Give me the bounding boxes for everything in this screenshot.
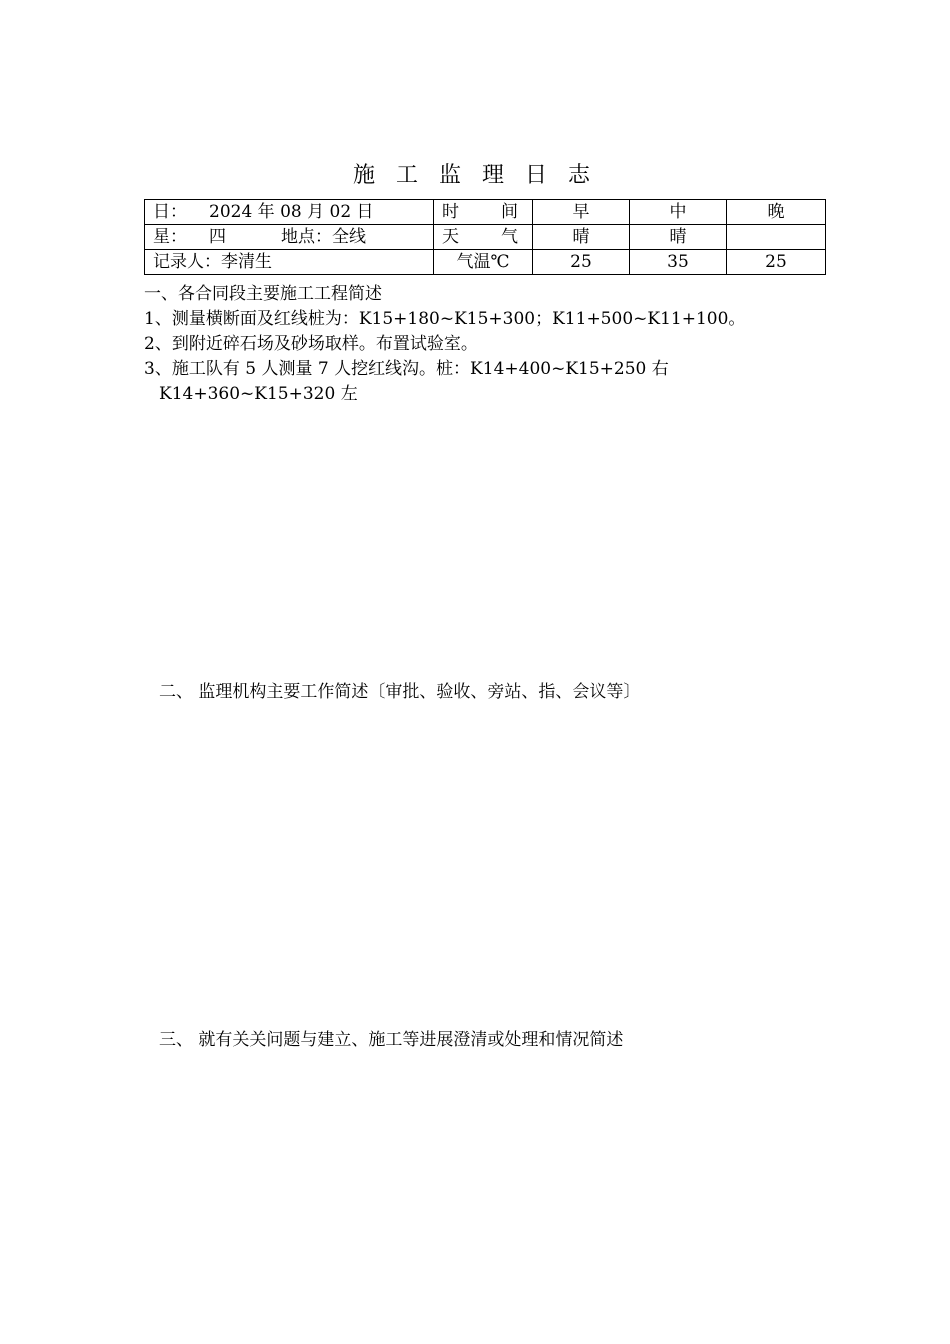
section-1-heading: 一、各合同段主要施工工程简述	[144, 284, 382, 304]
section-1-item-3: 3、施工队有 5 人测量 7 人挖红线沟。桩：K14+400~K15+250 右	[144, 359, 669, 379]
weather-label-char-2: 气	[501, 227, 518, 247]
evening-temperature: 25	[727, 250, 826, 275]
weather-label-cell	[434, 225, 533, 250]
page-title: 施 工 监 理 日 志	[353, 163, 597, 188]
morning-temperature: 25	[533, 250, 630, 275]
time-label-cell	[434, 200, 533, 225]
date-value: 2024 年 08 月 02 日	[209, 202, 374, 222]
section-1-item-2: 2、到附近碎石场及砂场取样。布置试验室。	[144, 334, 478, 354]
weather-label-char-1: 天	[442, 227, 459, 247]
date-cell	[145, 200, 434, 225]
noon-temperature: 35	[630, 250, 727, 275]
noon-header: 中	[630, 200, 727, 225]
location-value: 地点：全线	[281, 227, 366, 247]
time-label-char-2: 间	[501, 202, 518, 222]
table-row	[145, 200, 826, 225]
recorder-cell: 记录人：李清生	[145, 250, 434, 275]
weekday-label: 星：	[153, 227, 187, 247]
date-label: 日：	[153, 202, 187, 222]
section-1-item-3-continued: K14+360~K15+320 左	[159, 384, 358, 404]
section-1-item-1: 1、测量横断面及红线桩为：K15+180~K15+300；K11+500~K11+100。	[144, 309, 746, 329]
section-3-heading: 三、 就有关关问题与建立、施工等进展澄清或处理和情况简述	[159, 1030, 624, 1050]
table-row	[145, 250, 826, 275]
weekday-value: 四	[209, 227, 226, 247]
temperature-label: 气温℃	[434, 250, 533, 275]
evening-header: 晚	[727, 200, 826, 225]
table-row	[145, 225, 826, 250]
section-2-heading: 二、 监理机构主要工作简述〔审批、验收、旁站、指、会议等〕	[159, 682, 641, 702]
time-label-char-1: 时	[442, 202, 459, 222]
log-header-table	[144, 199, 826, 275]
evening-weather	[727, 225, 826, 250]
weekday-cell	[145, 225, 434, 250]
morning-header: 早	[533, 200, 630, 225]
morning-weather: 晴	[533, 225, 630, 250]
noon-weather: 晴	[630, 225, 727, 250]
